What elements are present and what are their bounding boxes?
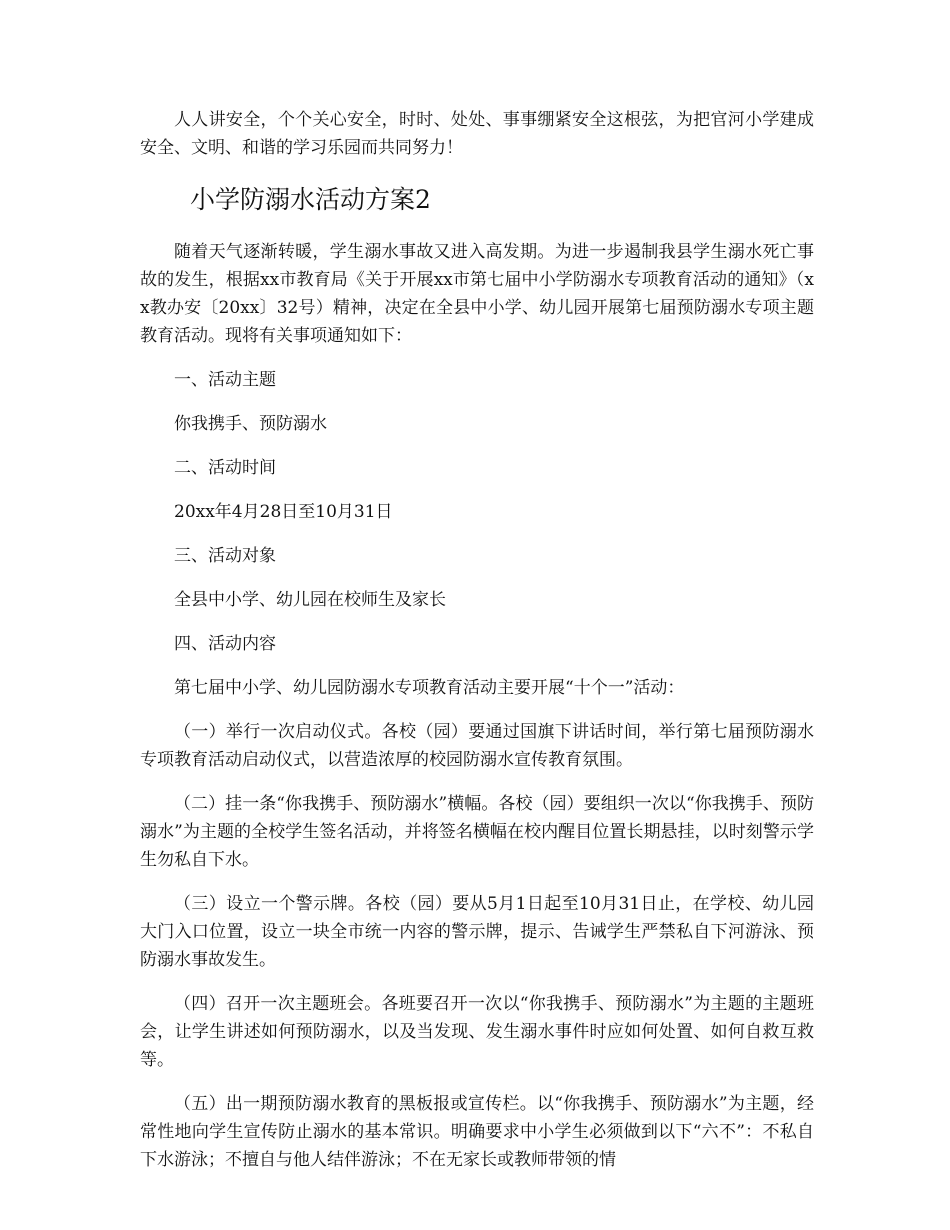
heading-activity-target: 三、活动对象 xyxy=(174,546,276,566)
document-page xyxy=(140,106,814,1174)
paragraph-preface: 随着天气逐渐转暖，学生溺水事故又进入高发期。为进一步遏制我县学生溺水死亡事故的发生，根据xx市教育局《关于开展xx市第七届中小学防溺水专项教育活动的通知》（xx教办安〔20xx〕32号）精神，决定在全县中小学、幼儿园开展第七届预防溺水专项主题教育活动。现将有关事项通知如下： xyxy=(140,242,814,346)
paragraph-activity-theme: 你我携手、预防溺水 xyxy=(174,414,327,434)
paragraph-activity-target: 全县中小学、幼儿园在校师生及家长 xyxy=(174,590,446,610)
heading-activity-time: 二、活动时间 xyxy=(174,458,276,478)
paragraph-activity-time: 20xx年4月28日至10月31日 xyxy=(174,502,393,522)
paragraph-activity-content-intro: 第七届中小学、幼儿园防溺水专项教育活动主要开展“十个一”活动： xyxy=(174,678,685,698)
intro-paragraph: 人人讲安全，个个关心安全，时时、处处、事事绷紧安全这根弦，为把官河小学建成安全、文明、和谐的学习乐园而共同努力！ xyxy=(140,110,814,158)
paragraph-item-2: （二）挂一条“你我携手、预防溺水”横幅。各校（园）要组织一次以“你我携手、预防溺水”为主题的全校学生签名活动，并将签名横幅在校内醒目位置长期悬挂，以时刻警示学生勿私自下水。 xyxy=(140,794,814,870)
document-title: 小学防溺水活动方案2 xyxy=(190,185,431,214)
heading-activity-theme: 一、活动主题 xyxy=(174,370,276,390)
heading-activity-content: 四、活动内容 xyxy=(174,634,276,654)
paragraph-item-5: （五）出一期预防溺水教育的黑板报或宣传栏。以“你我携手、预防溺水”为主题，经常性地向学生宣传防止溺水的基本常识。明确要求中小学生必须做到以下“六不”：不私自下水游泳；不擅自与他人结伴游泳；不在无家长或教师带领的情 xyxy=(140,1094,814,1170)
paragraph-item-1: （一）举行一次启动仪式。各校（园）要通过国旗下讲话时间，举行第七届预防溺水专项教育活动启动仪式，以营造浓厚的校园防溺水宣传教育氛围。 xyxy=(140,722,814,770)
paragraph-item-4: （四）召开一次主题班会。各班要召开一次以“你我携手、预防溺水”为主题的主题班会，让学生讲述如何预防溺水，以及当发现、发生溺水事件时应如何处置、如何自救互救等。 xyxy=(140,994,814,1070)
paragraph-item-3: （三）设立一个警示牌。各校（园）要从5月1日起至10月31日止，在学校、幼儿园大门入口位置，设立一块全市统一内容的警示牌，提示、告诫学生严禁私自下河游泳、预防溺水事故发生。 xyxy=(140,894,814,970)
